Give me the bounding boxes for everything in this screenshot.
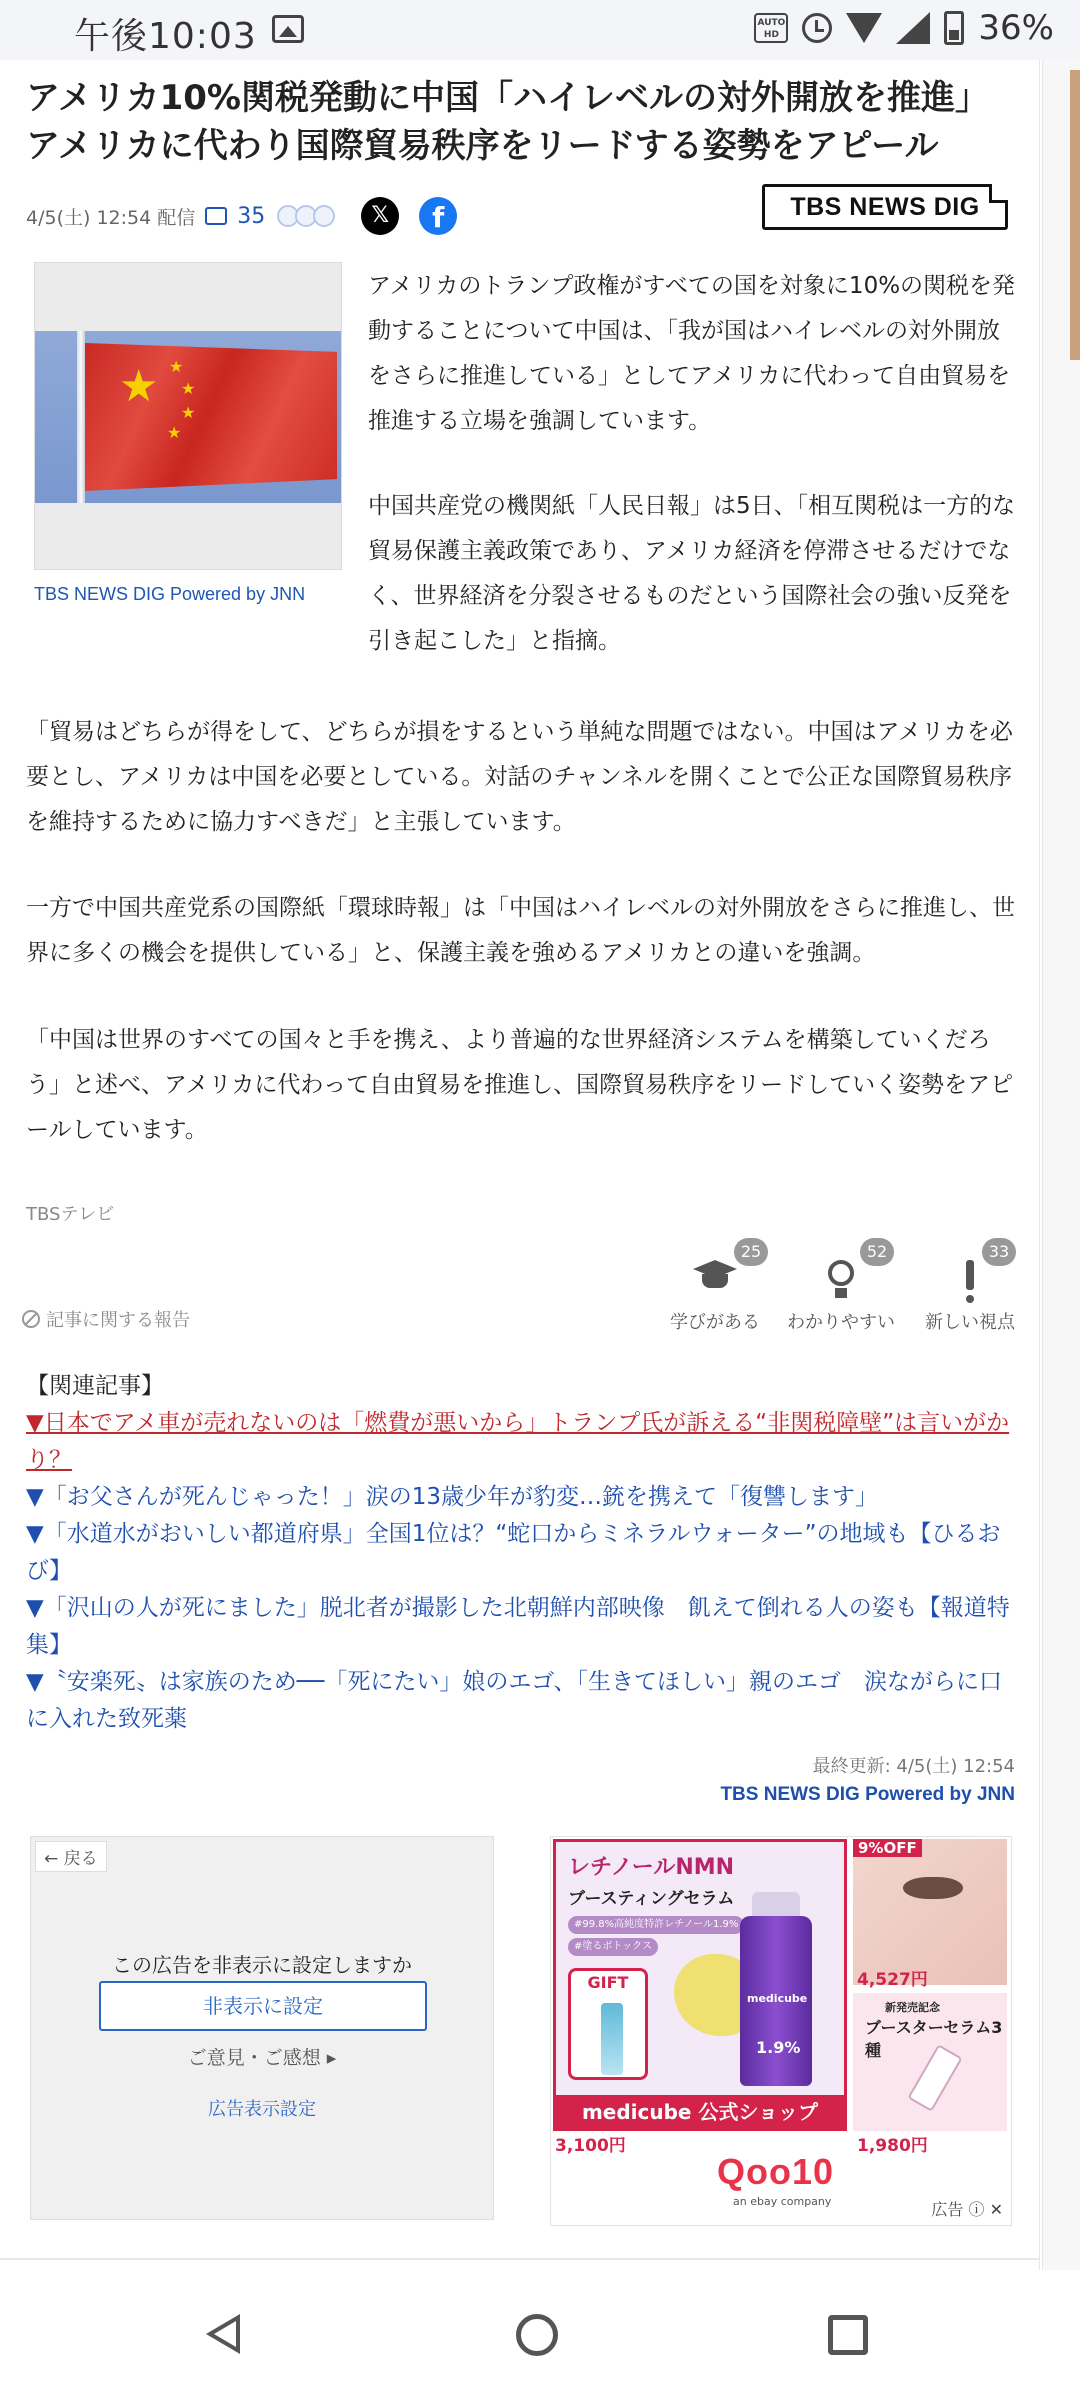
- ad-gift-box: [568, 1968, 648, 2080]
- reaction-faces[interactable]: [281, 205, 335, 227]
- ad-price: 4,527円: [857, 1970, 928, 1990]
- facebook-share-icon[interactable]: f: [419, 197, 457, 235]
- ad-side-caption: 新発売記念: [885, 2001, 940, 2014]
- comment-icon[interactable]: [205, 207, 227, 225]
- article-date: 4/5(土) 12:54 配信: [26, 206, 196, 229]
- photo-icon: [272, 15, 304, 43]
- auto-hd-icon: AUTO HD: [754, 13, 788, 43]
- reaction-clear-button[interactable]: [776, 1238, 906, 1338]
- reaction-label: 学びがある: [670, 1312, 760, 1333]
- status-icons: [754, 8, 1054, 48]
- related-link[interactable]: ▼「水道水がおいしい都道府県」全国1位は？“蛇口からミネラルウォーター”の地域も【ひるおび】: [26, 1521, 1001, 1584]
- article-paragraph: アメリカのトランプ政権がすべての国を対象に10%の関税を発動することについて中国は、「我が国はハイレベルの対外開放をさらに推進している」としてアメリカに代わって自由貿易を推進する立場を強調しています。: [368, 273, 1016, 434]
- divider: [0, 2258, 1040, 2260]
- flag-star-icon: ★: [181, 379, 196, 398]
- last-updated: 最終更新: 4/5(土) 12:54: [812, 1756, 1015, 1777]
- nav-recents-icon[interactable]: [828, 2315, 868, 2355]
- nav-home-icon[interactable]: [516, 2314, 558, 2356]
- provider-credit-link[interactable]: TBS NEWS DIG Powered by JNN: [720, 1784, 1015, 1805]
- reaction-label: 新しい視点: [925, 1312, 1015, 1333]
- ad-product-title: レチノールNMN: [568, 1855, 735, 1880]
- reaction-count-badge: 33: [982, 1238, 1016, 1266]
- ad-tag: #99.8%高純度特許レチノール1.9%: [568, 1916, 744, 1934]
- system-nav-bar: [0, 2270, 1080, 2400]
- eye-closeup-image: [903, 1877, 963, 1899]
- flag-star-icon: ★: [181, 403, 196, 422]
- article-headline: アメリカ10%関税発動に中国「ハイレベルの対外開放を推進」 アメリカに代わり国際貿易秩序をリードする姿勢をアピール: [26, 78, 989, 166]
- ebay-tagline: an ebay company: [733, 2195, 832, 2208]
- reaction-count-badge: 52: [860, 1238, 894, 1266]
- related-link[interactable]: ▼「お父さんが死んじゃった！」涙の13歳少年が豹変…銃を携えて「復讐します」: [26, 1484, 878, 1510]
- bottle-brand: medicube: [747, 1992, 808, 2005]
- bottle-percent: 1.9%: [756, 2038, 801, 2057]
- report-label: 記事に関する報告: [46, 1310, 190, 1331]
- discount-badge: 9%OFF: [853, 1839, 922, 1857]
- back-label: 戻る: [63, 1849, 98, 1869]
- ad-side-title: ブースターセラム3種: [865, 2018, 1003, 2060]
- ad-hide-question: この広告を非表示に設定しますか: [112, 1953, 412, 1977]
- flag-star-icon: ★: [167, 423, 182, 442]
- report-link[interactable]: [22, 1306, 190, 1332]
- related-heading: 【関連記事】: [26, 1373, 164, 1399]
- x-share-icon[interactable]: 𝕏: [361, 197, 399, 235]
- related-articles: [26, 1368, 1016, 1738]
- qoo10-logo[interactable]: Qoo10: [717, 2151, 835, 2192]
- image-flagpole: [77, 331, 85, 503]
- article-source: TBSテレビ: [26, 1204, 115, 1225]
- gift-bottle-image: [601, 2003, 623, 2075]
- reaction-new-view-button[interactable]: [910, 1238, 1030, 1338]
- battery-percent: 36%: [978, 8, 1054, 48]
- ad-price: 3,100円: [555, 2136, 626, 2156]
- comment-count[interactable]: 35: [237, 203, 266, 229]
- battery-icon: [944, 11, 964, 45]
- wifi-icon: [846, 13, 882, 43]
- ad-info-close[interactable]: 広告 ⓘ ✕: [931, 2200, 1003, 2219]
- prohibit-icon: [22, 1310, 40, 1328]
- flag-star-icon: ★: [119, 361, 159, 412]
- ad-settings-link[interactable]: 広告表示設定: [208, 2099, 316, 2120]
- shopping-ad[interactable]: [550, 1836, 1012, 2226]
- ad-price: 1,980円: [857, 2136, 928, 2156]
- ad-tag: #塗るボトックス: [568, 1938, 658, 1956]
- reaction-count-badge: 25: [734, 1238, 768, 1266]
- article-page: [0, 60, 1040, 2270]
- article-meta: [26, 186, 457, 246]
- adjacent-image-edge: [1070, 70, 1080, 360]
- reaction-face-icon: [313, 205, 335, 227]
- alarm-icon: [802, 13, 832, 43]
- related-link[interactable]: ▼〝安楽死〟は家族のため──「死にたい」娘のエゴ、「生きてほしい」親のエゴ 涙ながらに口に入れた致死薬: [26, 1669, 1002, 1732]
- gift-label: GIFT: [587, 1973, 629, 1992]
- article-paragraph: 一方で中国共産党系の国際紙「環球時報」は「中国はハイレベルの対外開放をさらに推進し、世界に多くの機会を提供している」と、保護主義を強めるアメリカとの違いを強調。: [26, 895, 1015, 966]
- article-image[interactable]: [34, 262, 342, 570]
- reaction-label: わかりやすい: [787, 1312, 895, 1333]
- exclamation-icon: [966, 1260, 974, 1303]
- related-link[interactable]: ▼日本でアメ車が売れないのは「燃費が悪いから」トランプ氏が訴える“非関税障壁”は言いがかり？: [26, 1410, 1010, 1473]
- ad-back-button[interactable]: ← 戻る: [35, 1841, 107, 1872]
- ad-product-subtitle: ブースティングセラム: [568, 1889, 735, 1909]
- status-time: 午後10:03: [74, 16, 257, 57]
- article-paragraph: 中国共産党の機関紙「人民日報」は5日、「相互関税は一方的な貿易保護主義政策であり、アメリカ経済を停滞させるだけでなく、世界経済を分裂させるものだという国際社会の強い反発を引き起こした」と指摘。: [368, 493, 1016, 654]
- signal-icon: [896, 12, 930, 44]
- flag-star-icon: ★: [169, 357, 184, 376]
- ad-main-product[interactable]: [553, 1839, 847, 2131]
- hide-ad-button[interactable]: 非表示に設定: [99, 1981, 427, 2031]
- ad-feedback-link[interactable]: ご意見・ご感想 ▸: [187, 2047, 337, 2069]
- nav-back-icon[interactable]: [206, 2314, 240, 2354]
- lightbulb-icon: [828, 1260, 854, 1298]
- graduation-cap-icon: [693, 1260, 737, 1288]
- related-link[interactable]: ▼「沢山の人が死にました」脱北者が撮影した北朝鮮内部映像 飢えて倒れる人の姿も【報道特集】: [26, 1595, 1010, 1658]
- provider-logo[interactable]: TBS NEWS DIG: [762, 184, 1008, 230]
- article-paragraph: 「中国は世界のすべての国々と手を携え、より普遍的な世界経済システムを構築していくだろう」と述べ、アメリカに代わって自由貿易を推進し、国際貿易秩序をリードしていく姿勢をアピールしています。: [26, 1027, 1014, 1143]
- status-bar: [0, 0, 1080, 60]
- adjacent-column-edge: [1042, 60, 1080, 2270]
- ad-side-product-1[interactable]: [853, 1839, 1007, 1985]
- image-caption: TBS NEWS DIG Powered by JNN: [34, 584, 306, 604]
- ad-hide-panel: [30, 1836, 494, 2220]
- ad-brand-bar[interactable]: medicube 公式ショップ: [553, 2095, 847, 2129]
- reaction-learn-button[interactable]: [650, 1238, 780, 1338]
- article-paragraph: 「貿易はどちらが得をして、どちらが損をするという単純な問題ではない。中国はアメリカを必要とし、アメリカは中国を必要としている。対話のチャンネルを開くことで公正な国際貿易秩序を維持するために協力すべきだ」と主張しています。: [26, 719, 1013, 835]
